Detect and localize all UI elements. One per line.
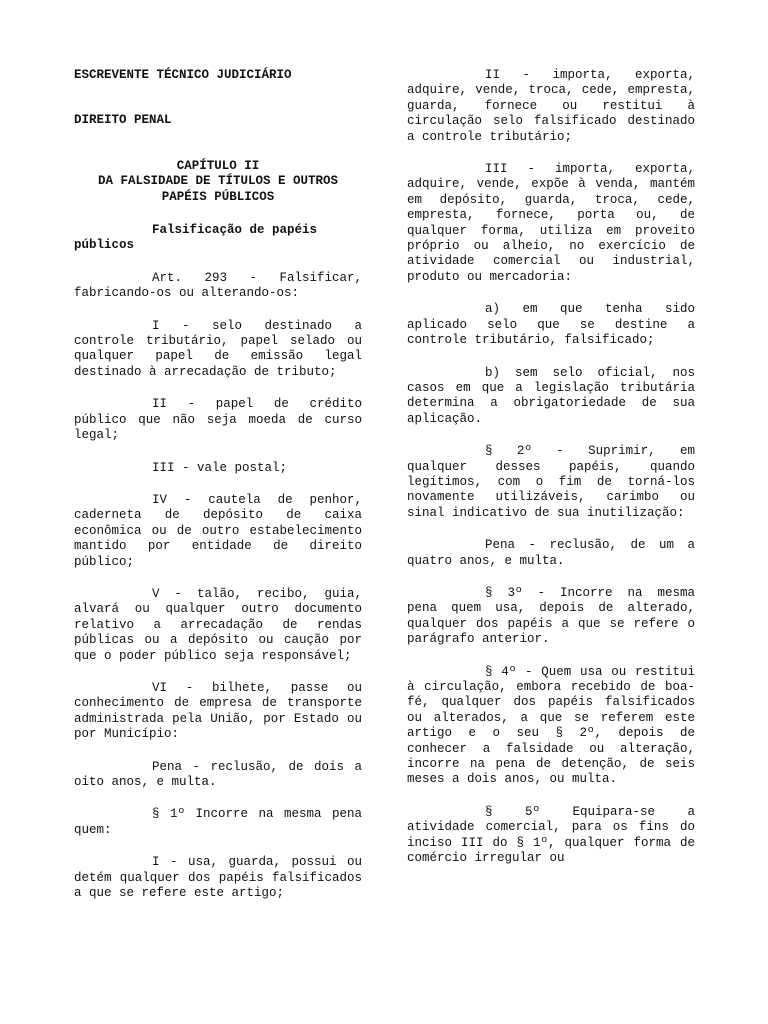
article-paragraph: VI - bilhete, passe ou conhecimento de empresa de transporte administrada pela União, por Estado ou por Município: <box>74 680 362 742</box>
article-paragraph: I - usa, guarda, possui ou detém qualquer dos papéis falsificados a que se refere este artigo; <box>74 855 362 901</box>
article-paragraph: IV - cautela de penhor, caderneta de depósito de caixa econômica ou de outro estabelecimento mantido por entidade de direito público; <box>74 492 362 569</box>
article-paragraph: § 5º Equipara-se a atividade comercial, para os fins do inciso III do § 1º, qualquer forma de comércio irregular ou <box>407 804 695 866</box>
chapter-title-line-2: PAPÉIS PÚBLICOS <box>161 189 275 204</box>
chapter-number: CAPÍTULO II <box>176 158 260 173</box>
article-paragraph: Art. 293 - Falsificar, fabricando-os ou alterando-os: <box>74 270 362 301</box>
chapter-title-line-1: DA FALSIDADE DE TÍTULOS E OUTROS <box>97 174 339 189</box>
article-paragraph: II - papel de crédito público que não seja moeda de curso legal; <box>74 397 362 443</box>
article-paragraph: III - vale postal; <box>152 460 288 475</box>
article-paragraph: a) em que tenha sido aplicado selo que se destine a controle tributário, falsificado; <box>407 302 695 348</box>
document-title: ESCREVENTE TÉCNICO JUDICIÁRIO <box>74 68 292 82</box>
article-paragraph: III - importa, exporta, adquire, vende, expõe à venda, mantém em depósito, guarda, troca, cede, empresta, fornece, porta ou, de qualquer forma, utiliza em proveito próprio ou alheio, no exercício de atividade comercial ou industrial, produto ou mercadoria: <box>407 162 695 284</box>
article-paragraph: § 4º - Quem usa ou restitui à circulação, embora recebido de boa-fé, qualquer dos papéis falsificados ou alterados, a que se referem este artigo e o seu § 2º, depois de conhecer a falsidade ou alteração, incorre na pena de detenção, de seis meses a dois anos, ou multa. <box>407 664 695 787</box>
article-paragraph: Pena - reclusão, de um a quatro anos, e multa. <box>407 538 695 568</box>
left-column <box>74 68 362 901</box>
article-paragraph: Pena - reclusão, de dois a oito anos, e multa. <box>74 759 362 789</box>
article-paragraph: b) sem selo oficial, nos casos em que a legislação tributária determina a obrigatoriedade de sua aplicação. <box>407 365 695 426</box>
article-paragraph: I - selo destinado a controle tributário, papel selado ou qualquer papel de emissão legal destinado à arrecadação de tributo; <box>74 318 362 379</box>
right-column <box>407 68 695 866</box>
article-paragraph: § 2º - Suprimir, em qualquer desses papéis, quando legítimos, com o fim de torná-los novamente utilizáveis, carimbo ou sinal indicativo de sua inutilização: <box>407 444 695 520</box>
article-paragraph: § 3º - Incorre na mesma pena quem usa, depois de alterado, qualquer dos papéis a que se refere o parágrafo anterior. <box>407 585 695 647</box>
article-paragraph: V - talão, recibo, guia, alvará ou qualquer outro documento relativo a arrecadação de rendas públicas ou a depósito ou caução por que o poder público seja responsável; <box>74 586 362 663</box>
section-title: Falsificação de papéis públicos <box>74 223 318 253</box>
subject-title: DIREITO PENAL <box>74 113 172 128</box>
article-paragraph: II - importa, exporta, adquire, vende, troca, cede, empresta, guarda, fornece ou restitui à circulação selo falsificado destinado a controle tributário; <box>407 68 695 144</box>
article-paragraph: § 1º Incorre na mesma pena quem: <box>74 807 362 837</box>
